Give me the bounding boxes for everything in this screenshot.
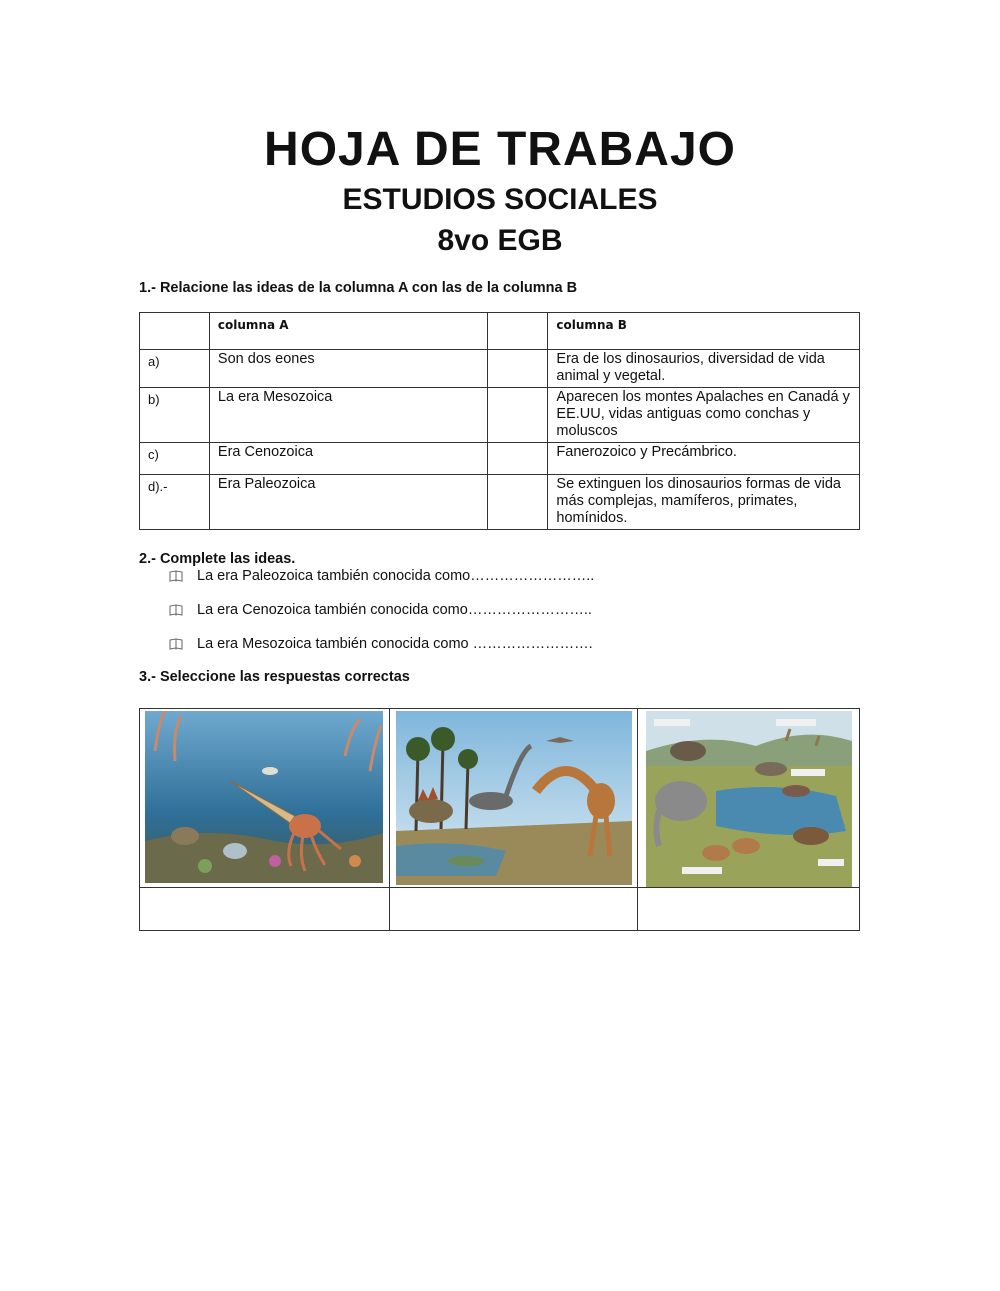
grade-title: 8vo EGB [437,224,563,257]
subject-title: ESTUDIOS SOCIALES [342,183,658,216]
answer-cell[interactable] [487,475,548,530]
table-row [140,350,860,388]
column-a-cell: Son dos eones [209,350,487,388]
mesozoic-dinosaurs-illustration[interactable] [396,711,632,885]
image-selection-table [139,708,860,931]
complete-sentence: La era Cenozoica también conocida como…………………….. [197,602,592,618]
list-item [169,636,593,652]
answer-cell[interactable] [638,888,860,931]
column-b-cell: Aparecen los montes Apalaches en Canadá y EE.UU, vidas antiguas como conchas y moluscos [548,388,860,443]
section2-heading: 2.- Complete las ideas. [139,551,296,567]
table-cell [140,313,210,350]
image-cell [140,709,390,888]
matching-table-header [140,313,860,350]
column-a-header: columna A [209,313,487,350]
answer-cell[interactable] [140,888,390,931]
answer-cell[interactable] [487,388,548,443]
paleozoic-sea-illustration[interactable] [145,711,383,883]
answer-cell[interactable] [487,443,548,475]
open-book-icon [169,604,183,616]
image-cell [638,709,860,888]
complete-sentence: La era Mesozoica también conocida como ……………………. [197,636,593,652]
image-cell [389,709,638,888]
table-row [140,475,860,530]
complete-sentence: La era Paleozoica también conocida como…………………….. [197,568,595,584]
table-row [140,388,860,443]
answer-cell[interactable] [389,888,638,931]
matching-table [139,312,860,530]
column-b-cell: Era de los dinosaurios, diversidad de vida animal y vegetal. [548,350,860,388]
answer-cell[interactable] [487,350,548,388]
column-b-cell: Se extinguen los dinosaurios formas de vida más complejas, mamíferos, primates, homínidos. [548,475,860,530]
table-cell [487,313,548,350]
cenozoic-mammals-illustration[interactable] [646,711,852,887]
row-label: b) [140,388,210,443]
open-book-icon [169,638,183,650]
column-b-cell: Fanerozoico y Precámbrico. [548,443,860,475]
open-book-icon [169,570,183,582]
row-label: d).- [140,475,210,530]
list-item [169,568,594,584]
section3-heading: 3.- Seleccione las respuestas correctas [139,669,410,685]
column-a-cell: Era Cenozoica [209,443,487,475]
row-label: a) [140,350,210,388]
image-row [140,709,860,888]
worksheet-title: HOJA DE TRABAJO [264,123,736,176]
list-item [169,602,592,618]
row-label: c) [140,443,210,475]
column-a-cell: La era Mesozoica [209,388,487,443]
answer-row [140,888,860,931]
column-a-cell: Era Paleozoica [209,475,487,530]
section1-heading: 1.- Relacione las ideas de la columna A con las de la columna B [139,280,578,296]
table-row [140,443,860,475]
column-b-header: columna B [548,313,860,350]
